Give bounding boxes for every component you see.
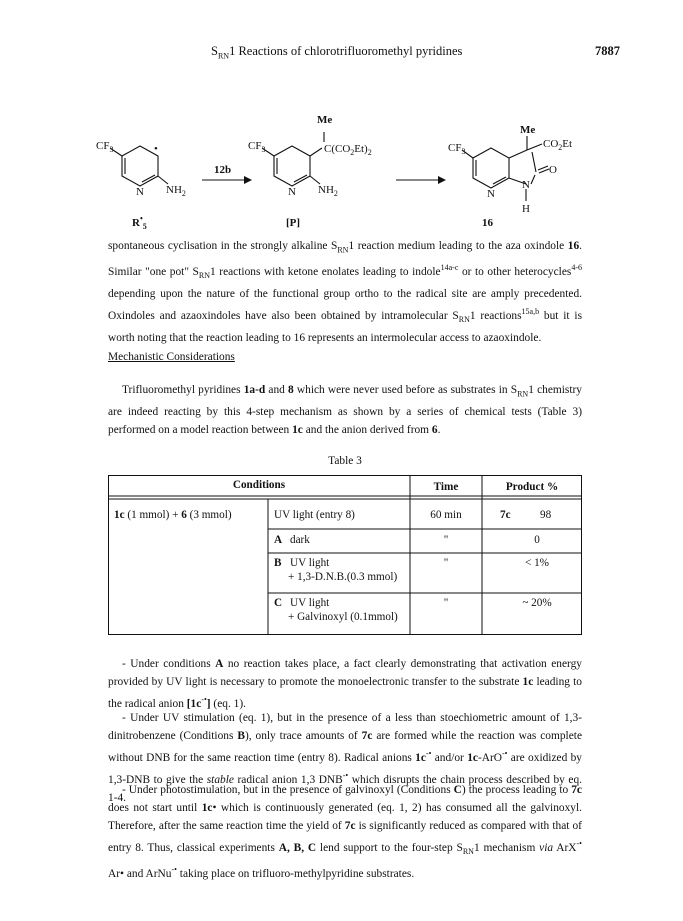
cf3-label: $CF_3$ xyxy=(96,140,114,154)
table-row-product: ~ 20% xyxy=(522,597,552,609)
table-3 xyxy=(108,475,582,635)
methyl-label: Me xyxy=(317,114,333,126)
paragraph-conditions-c: - Under photostimulation, but in the presence of galvinoxyl (Conditions C) the process leading to 7c does not start until 1c• which is continuously generated (eq. 1, 2) has consumed all the galvinoxyl. Therefore, after the same reaction time the yield of 7c is significantly reduced as compared with that of entry 8. Thus, classical experiments A, B, C lend support to the four-step $S_{RN}1$ mechanism via ArX-• Ar• and ArNu-• taking place on trifluoro-methylpyridine substrates. xyxy=(108,784,583,880)
table-row-product-compound: 7c xyxy=(500,509,511,521)
ring-n-label: N xyxy=(136,186,144,198)
methyl-label: Me xyxy=(520,124,536,136)
nh-h-label: H xyxy=(522,203,530,215)
reagent-label: 12b xyxy=(214,164,232,176)
table-row-time: " xyxy=(443,597,449,609)
section-heading: Mechanistic Considerations xyxy=(108,351,235,363)
table-row-condition: UV light xyxy=(290,597,330,609)
table-row-time: " xyxy=(443,557,449,569)
carbonyl-o-label: O xyxy=(549,164,557,176)
radical-dot: • xyxy=(154,143,158,155)
nh2-label: $NH_2$ xyxy=(318,184,338,198)
reactants-cell: 1c (1 mmol) + 6 (3 mmol) xyxy=(114,509,232,521)
table-row-condition-detail: + 1,3-D.N.B.(0.3 mmol) xyxy=(288,571,398,583)
header-product: Product % xyxy=(505,481,559,493)
header-conditions: Conditions xyxy=(232,479,286,491)
compound-label-p: [P] xyxy=(286,217,301,229)
table-row-letter: A xyxy=(274,534,283,546)
table-row-condition: UV light (entry 8) xyxy=(274,509,355,521)
nh2-label: $NH_2$ xyxy=(166,184,186,198)
table-row-condition: UV light xyxy=(290,557,330,569)
table-row-product: < 1% xyxy=(524,557,550,569)
cf3-label: $CF_3$ xyxy=(448,142,466,156)
ring-n-label: N xyxy=(487,188,495,200)
table-row-letter: B xyxy=(274,557,282,569)
table-row-condition: dark xyxy=(290,534,310,546)
header-time: Time xyxy=(433,481,459,493)
ester-label: $CO_2Et$ xyxy=(543,138,573,152)
reaction-scheme xyxy=(96,88,586,238)
compound-label-16: 16 xyxy=(482,217,493,229)
lactam-n-label: N xyxy=(522,179,530,191)
table-row-time: 60 min xyxy=(430,509,462,521)
table-caption: Table 3 xyxy=(328,455,362,467)
cf3-label: $CF_3$ xyxy=(248,140,266,154)
paragraph-conditions-a: - Under conditions A no reaction takes place, a fact clearly demonstrating that activation energy provided by UV light is necessary to promote the monoelectronic transfer to the substrate 1c leading to the radical anion [1c-•] (eq. 1). xyxy=(108,658,582,710)
table-row-product: 98 xyxy=(540,509,552,521)
ring-n-label: N xyxy=(288,186,296,198)
malonate-label: $C(CO_2Et)_2$ xyxy=(324,143,372,157)
page-number: 7887 xyxy=(595,44,620,58)
table-row-time: " xyxy=(443,534,449,546)
paragraph-conditions-b: - Under UV stimulation (eq. 1), but in the presence of a less than stoechiometric amount of 1,3-dinitrobenzene (Conditions B), only trace amounts of 7c are formed while the reaction was complete without DNB for the same reaction time (entry 8). Radical anions 1c-• and/or 1c-ArO-• are oxidized by 1,3-DNB to give the stable radical anion 1,3 DNB-• which disrupts the chain process described by eq. 1-4. xyxy=(108,712,583,804)
compound-label-r5: $R^•_5$ xyxy=(132,214,147,231)
paragraph-cyclisation: spontaneous cyclisation in the strongly alkaline $S_{RN}1$ reaction medium leading to the aza oxindole 16. Similar "one pot" $S_{RN}1$ reactions with ketone enolates leading to indole$^{14a-c}$ or to other heterocycles$^{4-6}$ depending upon the nature of the functional group ortho to the radical site are amply precedented. Oxindoles and azaoxindoles have also been obtained by intramolecular $S_{RN}1$ reactions$^{15a,b}$ but it is worth noting that the reaction leading to 16 represents an intermolecular access to azaoxindole. xyxy=(108,240,582,345)
table-row-letter: C xyxy=(274,597,283,609)
running-header-title: $S_{RN}1$ Reactions of chlorotrifluoromethyl pyridines xyxy=(211,44,463,61)
paragraph-mechanism: Trifluoromethyl pyridines 1a-d and 8 which were never used before as substrates in $S_{RN}1$ chemistry are indeed reacting by this 4-step mechanism as shown by a series of chemical tests (Table 3) performed on a model reaction between 1c and the anion derived from 6. xyxy=(108,384,582,437)
table-row-product: 0 xyxy=(534,534,540,546)
table-row-condition-detail: + Galvinoxyl (0.1mmol) xyxy=(288,611,398,623)
